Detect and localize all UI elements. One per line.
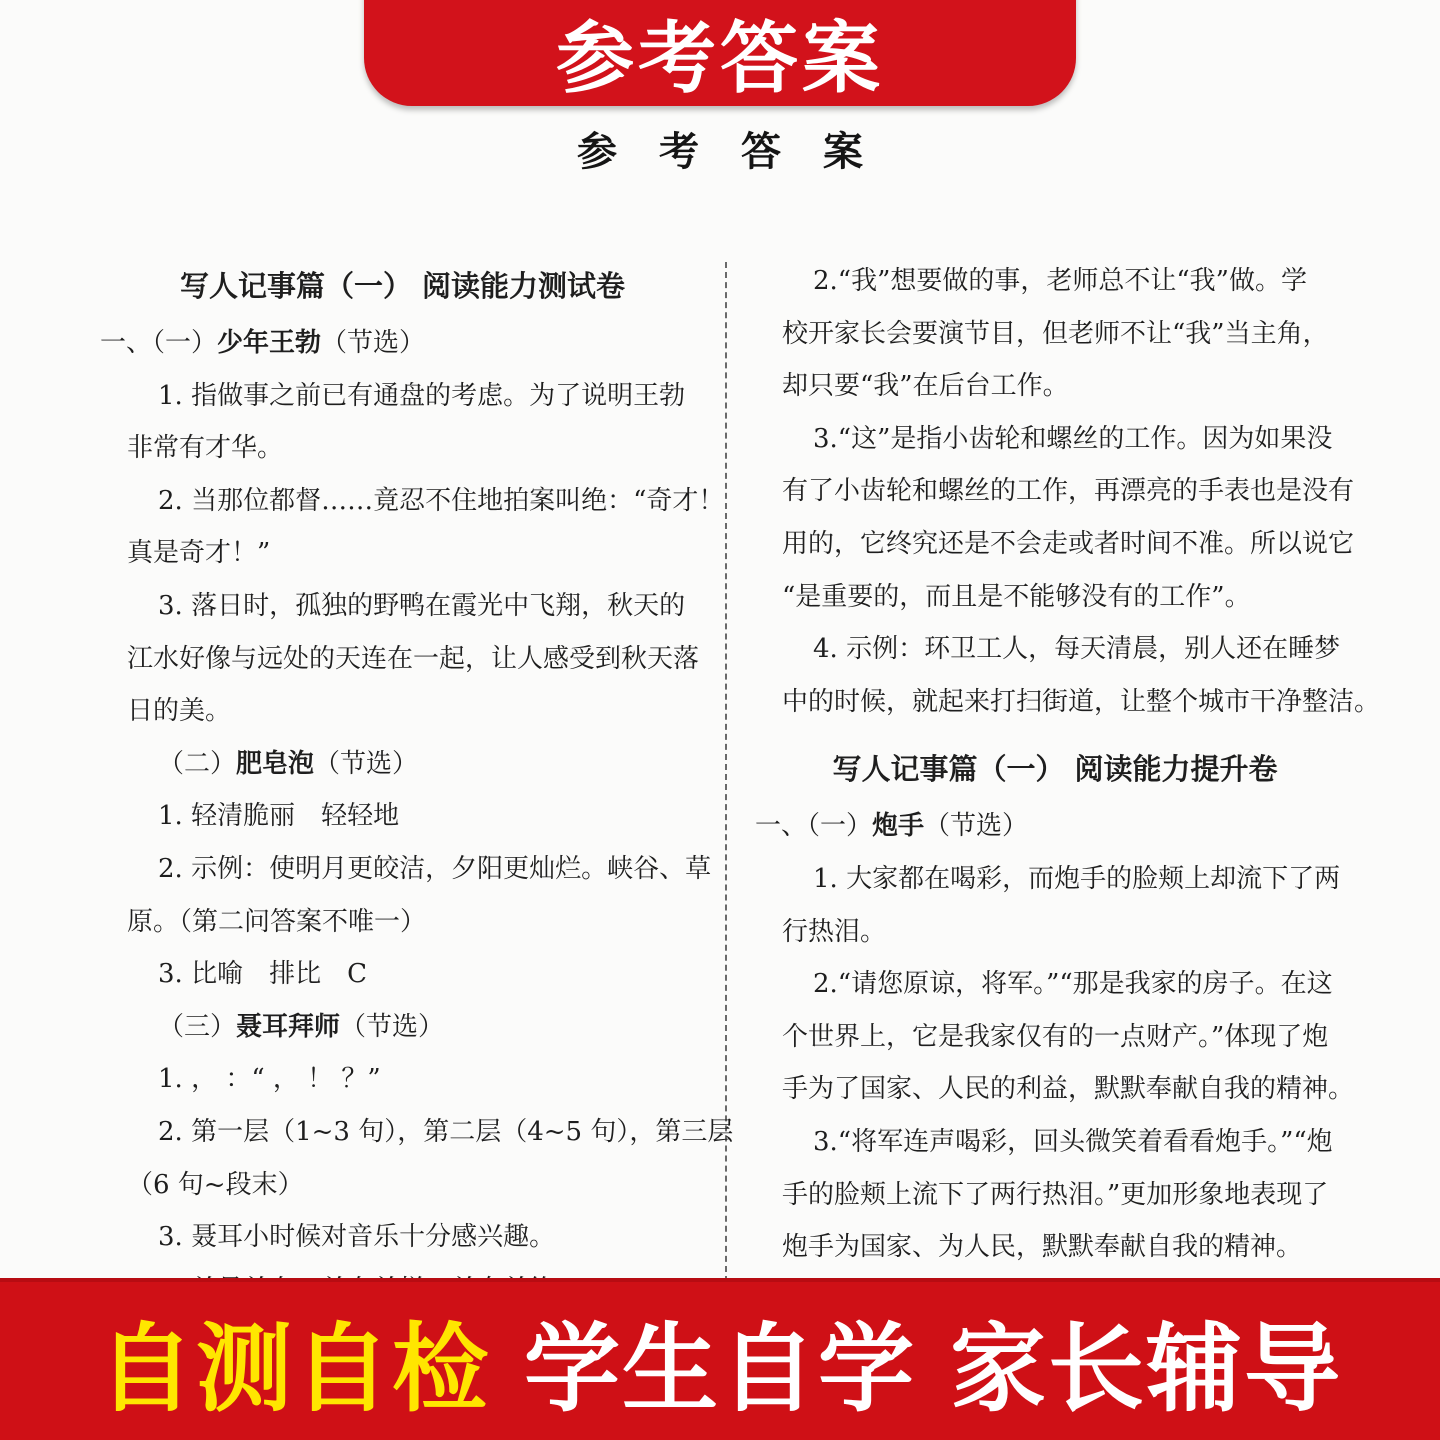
answer-line: 非常有才华。	[127, 433, 284, 464]
answer-line: 校开家长会要演节目，但老师不让“我”当主角，	[782, 318, 1329, 349]
banner-title: 参考答案	[555, 14, 884, 104]
part-number: 一、（一）	[755, 811, 873, 842]
answer-line: 3. 比喻 排比 C	[158, 959, 367, 990]
left-part1-heading	[100, 317, 705, 370]
answer-line: 4. 示例：环卫工人，每天清晨，别人还在睡梦	[813, 634, 1341, 665]
part-number: （二）	[158, 748, 237, 779]
passage-note: （节选）	[321, 328, 426, 358]
answer-line: 手为了国家、人民的利益，默默奉献自我的精神。	[782, 1074, 1355, 1105]
answer-line: 3.“将军连声喝彩，回头微笑着看看炮手。”“炮	[813, 1126, 1333, 1157]
answer-line: 1. 大家都在喝彩，而炮手的脸颊上却流下了两	[813, 863, 1341, 894]
passage-title: 聂耳拜师	[236, 1011, 341, 1042]
bottom-banner	[0, 1278, 1440, 1440]
left-part3-heading	[100, 1001, 705, 1054]
answer-line: 2. 当那位都督……竟忍不住地拍案叫绝：“奇才！	[158, 485, 725, 516]
answer-line: 原。（第二问答案不唯一）	[127, 906, 427, 937]
left-section-title: 写人记事篇（一） 阅读能力测试卷	[179, 269, 626, 303]
answer-line: 日的美。	[127, 696, 232, 727]
answer-line: 炮手为国家、为人民，默默奉献自我的精神。	[782, 1232, 1303, 1263]
top-banner	[364, 0, 1076, 106]
passage-title: 少年王勃	[217, 328, 322, 358]
answer-line: 行热泪。	[782, 916, 887, 947]
answer-line: 2.“我”想要做的事，老师总不让“我”做。学	[813, 266, 1307, 296]
answer-line: 2.“请您原谅，将军。”“那是我家的房子。在这	[813, 969, 1333, 1000]
answer-line: 江水好像与远处的天连在一起，让人感受到秋天落	[127, 643, 700, 674]
part-number: 一、（一）	[100, 328, 218, 358]
left-part2-heading	[100, 738, 705, 791]
answer-line: “是重要的，而且是不能够没有的工作”。	[782, 581, 1251, 612]
answer-line: （6 句~段末）	[127, 1169, 304, 1200]
answer-line: 3. 聂耳小时候对音乐十分感兴趣。	[158, 1222, 556, 1253]
answer-line: 1. ， ：“ ， ！ ？”	[158, 1064, 381, 1095]
passage-note: （节选）	[314, 748, 419, 779]
passage-note: （节选）	[924, 811, 1029, 842]
answer-line: 有了小齿轮和螺丝的工作，再漂亮的手表也是没有	[782, 476, 1355, 507]
passage-note: （节选）	[340, 1011, 445, 1042]
right-part1-heading	[755, 800, 1355, 853]
slogan-self-study: 学生自学	[524, 1312, 916, 1425]
passage-title: 肥皂泡	[236, 748, 315, 779]
answer-line: 手的脸颊上流下了两行热泪。”更加形象地表现了	[782, 1179, 1329, 1210]
right-section-title: 写人记事篇（一） 阅读能力提升卷	[832, 752, 1278, 787]
answer-line: 1. 指做事之前已有通盘的考虑。为了说明王勃	[158, 380, 686, 411]
page-heading: 参考答案	[577, 129, 905, 175]
answer-line: 个世界上，它是我家仅有的一点财产。”体现了炮	[782, 1021, 1329, 1052]
part-number: （三）	[158, 1011, 237, 1042]
left-column	[100, 255, 734, 1280]
answer-line: 真是奇才！”	[127, 538, 271, 569]
answer-line: 1. 轻清脆丽 轻轻地	[158, 801, 400, 832]
answer-line: 2. 第一层（1~3 句），第二层（4~5 句），第三层	[158, 1116, 734, 1147]
slogan-parent-guidance: 家长辅导	[950, 1312, 1342, 1425]
passage-title: 炮手	[872, 811, 925, 842]
right-column	[755, 255, 1381, 1280]
answer-line: 2. 示例：使明月更皎洁，夕阳更灿烂。峡谷、草	[158, 853, 712, 884]
answer-line: 中的时候，就起来打扫街道，让整个城市干净整洁。	[782, 686, 1381, 717]
slogan-self-test: 自测自检	[98, 1312, 490, 1425]
answer-line: 却只要“我”在后台工作。	[782, 371, 1069, 402]
answer-line: 3.“这”是指小齿轮和螺丝的工作。因为如果没	[813, 423, 1333, 454]
answer-line: 3. 落日时，孤独的野鸭在霞光中飞翔，秋天的	[158, 590, 686, 621]
answer-line: 用的，它终究还是不会走或者时间不准。所以说它	[782, 528, 1355, 559]
